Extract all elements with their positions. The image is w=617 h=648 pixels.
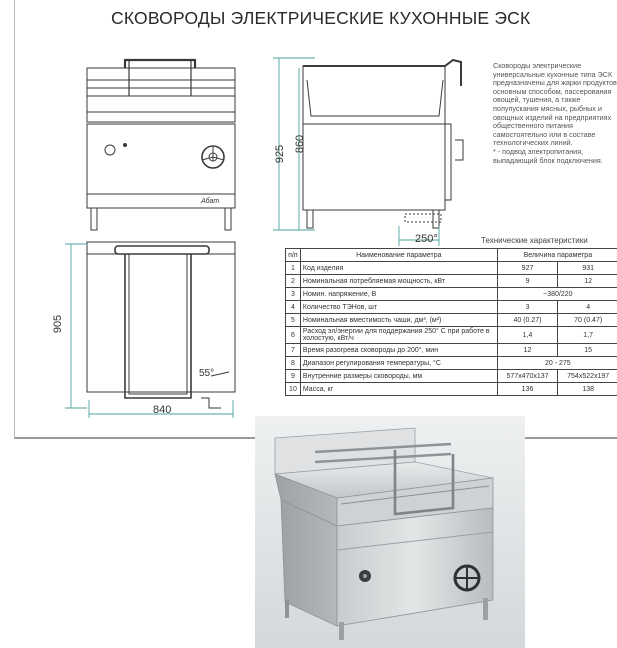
table-row [286,383,617,396]
specs-header-row [286,249,617,262]
drawing-sheet [14,0,617,439]
row-value-merged: 20 - 275 [497,357,617,370]
specs-table [285,248,617,396]
dim-tilt-top: 55° [199,368,215,379]
row-name: Код изделия [300,262,497,275]
dim-height-body: 860 [294,134,307,154]
row-value-1: 927 [497,262,558,275]
dim-width: 840 [153,404,172,416]
row-name: Номинальная потребляемая мощность, кВт [300,275,497,288]
row-value-2: 4 [558,301,617,314]
row-name: Номинальная вместимость чаши, дм³, (м²) [300,314,497,327]
table-row [286,344,617,357]
row-name: Внутренние размеры сковороды, мм [300,370,497,383]
row-num: 8 [286,357,301,370]
row-value-1: 12 [497,344,558,357]
row-name: Время разогрева сковороды до 200°, мин [300,344,497,357]
table-row [286,357,617,370]
description [493,62,617,165]
table-row [286,301,617,314]
row-name: Номин. напряжение, В [300,288,497,301]
row-value-1: 40 (0.27) [497,314,558,327]
row-value-2: 70 (0.47) [558,314,617,327]
top-view [87,242,235,408]
row-value-1: 9 [497,275,558,288]
row-num: 4 [286,301,301,314]
table-row [286,370,617,383]
row-value-2: 931 [558,262,617,275]
row-value-1: 3 [497,301,558,314]
dim-tilt-side: 250° [415,233,438,245]
row-num: 10 [286,383,301,396]
side-view [303,60,463,228]
row-num: 5 [286,314,301,327]
dim-depth: 905 [52,314,65,334]
header-value: Величина параметра [497,249,617,262]
description-text: Сковороды электрические универсальные кухонные типа ЭСК предназначены для жарки продуктов основным способом, пассерования овощей, тушения, а также полупускания мясных, рыбных и овощных изделий на предприятиях общественного питания самостоятельно или в составе технологических линий. [493,61,617,148]
row-value-2: 15 [558,344,617,357]
row-num: 2 [286,275,301,288]
row-value-merged: ~380/220 [497,288,617,301]
table-row [286,262,617,275]
table-row [286,288,617,301]
description-note: * - подвод электропитания, выпадающий блок подключения. [493,146,603,165]
page-title: СКОВОРОДЫ ЭЛЕКТРИЧЕСКИЕ КУХОННЫЕ ЭСК [111,8,531,28]
table-row [286,314,617,327]
specs-caption: Технические характеристики [481,236,588,245]
product-photo [255,416,525,648]
row-value-2: 138 [558,383,617,396]
header-num: п/п [286,249,301,262]
row-name: Расход эл/энергии для поддержания 250° С при работе в холостую, кВт/ч [300,327,497,344]
row-value-2: 1,7 [558,327,617,344]
row-name: Количество ТЭНов, шт [300,301,497,314]
row-num: 9 [286,370,301,383]
row-value-2: 12 [558,275,617,288]
header-name: Наименование параметра [300,249,497,262]
logo-text: Абат [201,198,220,205]
row-num: 3 [286,288,301,301]
row-num: 1 [286,262,301,275]
table-row [286,275,617,288]
row-value-2: 754х522х197 [558,370,617,383]
row-value-1: 136 [497,383,558,396]
dim-height-total: 925 [274,144,287,164]
row-name: Масса, кг [300,383,497,396]
row-num: 6 [286,327,301,344]
row-value-1: 577х470х137 [497,370,558,383]
row-num: 7 [286,344,301,357]
table-row [286,327,617,344]
row-value-1: 1,4 [497,327,558,344]
row-name: Диапазон регулирования температуры, °С [300,357,497,370]
